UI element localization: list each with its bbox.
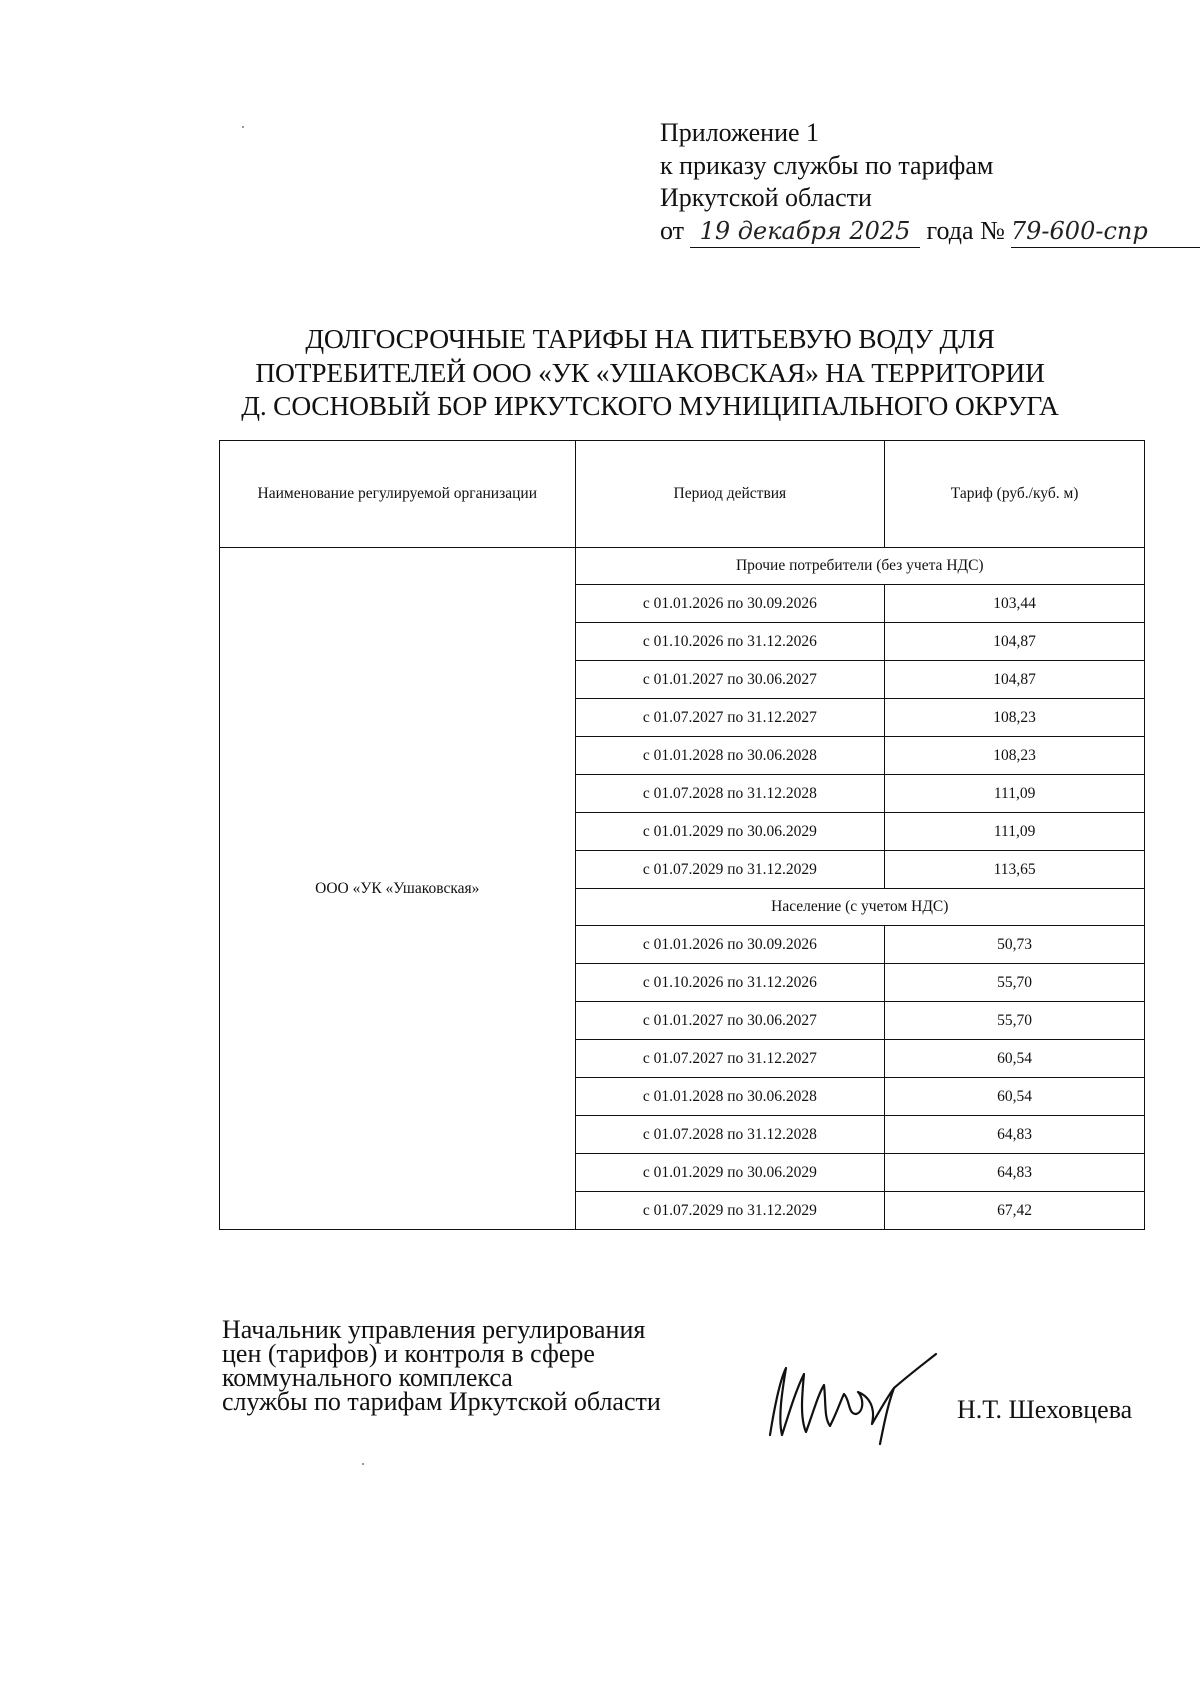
tariff-cell: 55,70 <box>885 964 1145 1002</box>
tariff-table <box>219 440 1145 1230</box>
handwritten-signature <box>760 1340 940 1450</box>
tariff-cell: 64,83 <box>885 1116 1145 1154</box>
date-prefix: от <box>660 215 685 245</box>
tariff-cell: 60,54 <box>885 1078 1145 1116</box>
tariff-cell: 108,23 <box>885 699 1145 737</box>
period-cell: с 01.10.2026 по 31.12.2026 <box>575 623 885 661</box>
tariff-cell: 104,87 <box>885 623 1145 661</box>
period-cell: с 01.01.2029 по 30.06.2029 <box>575 1154 885 1192</box>
period-cell: с 01.07.2029 по 31.12.2029 <box>575 851 885 889</box>
signer-line-2: цен (тарифов) и контроля в сфере <box>222 1339 595 1368</box>
title-line-3: Д. СОСНОВЫЙ БОР ИРКУТСКОГО МУНИЦИПАЛЬНОГО ОКРУГА <box>241 390 1059 421</box>
organization-cell: ООО «УК «Ушаковская» <box>220 548 576 1230</box>
annex-date-line <box>660 215 1200 249</box>
annex-line-3: Иркутской области <box>660 183 872 212</box>
year-word: года № <box>926 215 1005 245</box>
period-cell: с 01.07.2027 по 31.12.2027 <box>575 699 885 737</box>
tariff-cell: 113,65 <box>885 851 1145 889</box>
section-label: Прочие потребители (без учета НДС) <box>575 548 1144 585</box>
period-cell: с 01.01.2026 по 30.09.2026 <box>575 585 885 623</box>
signer-line-3: коммунального комплекса <box>222 1363 513 1392</box>
tariff-cell: 50,73 <box>885 926 1145 964</box>
period-cell: с 01.01.2028 по 30.06.2028 <box>575 1078 885 1116</box>
period-cell: с 01.07.2028 по 31.12.2028 <box>575 775 885 813</box>
period-cell: с 01.01.2029 по 30.06.2029 <box>575 813 885 851</box>
period-cell: с 01.07.2028 по 31.12.2028 <box>575 1116 885 1154</box>
handwritten-date: 19 декабря 2025 <box>690 215 920 249</box>
tariff-cell: 60,54 <box>885 1040 1145 1078</box>
signer-position <box>222 1315 661 1416</box>
scan-speck <box>242 126 244 128</box>
section-label: Население (с учетом НДС) <box>575 889 1144 926</box>
tariff-cell: 67,42 <box>885 1192 1145 1230</box>
period-cell: с 01.10.2026 по 31.12.2026 <box>575 964 885 1002</box>
header-tariff: Тариф (руб./куб. м) <box>885 441 1145 548</box>
annex-block <box>660 117 1200 248</box>
title-line-2: ПОТРЕБИТЕЛЕЙ ООО «УК «УШАКОВСКАЯ» НА ТЕРРИТОРИИ <box>255 356 1045 388</box>
period-cell: с 01.01.2027 по 30.06.2027 <box>575 1002 885 1040</box>
annex-line-2: к приказу службы по тарифам <box>660 150 994 180</box>
tariff-cell: 111,09 <box>885 775 1145 813</box>
title-line-1: ДОЛГОСРОЧНЫЕ ТАРИФЫ НА ПИТЬЕВУЮ ВОДУ ДЛЯ <box>305 323 995 354</box>
signer-line-4: службы по тарифам Иркутской области <box>222 1387 661 1416</box>
period-cell: с 01.07.2029 по 31.12.2029 <box>575 1192 885 1230</box>
period-cell: с 01.01.2026 по 30.09.2026 <box>575 926 885 964</box>
handwritten-order-number: 79-600-спр <box>1011 215 1200 249</box>
signer-name: Н.Т. Шеховцева <box>957 1395 1133 1424</box>
section-row <box>220 548 1145 585</box>
tariff-cell: 104,87 <box>885 661 1145 699</box>
period-cell: с 01.01.2027 по 30.06.2027 <box>575 661 885 699</box>
header-organization: Наименование регулируемой организации <box>220 441 576 548</box>
period-cell: с 01.07.2027 по 31.12.2027 <box>575 1040 885 1078</box>
annex-line-1: Приложение 1 <box>660 118 820 147</box>
tariff-cell: 108,23 <box>885 737 1145 775</box>
scan-speck <box>362 1463 364 1465</box>
tariff-cell: 111,09 <box>885 813 1145 851</box>
tariff-cell: 103,44 <box>885 585 1145 623</box>
period-cell: с 01.01.2028 по 30.06.2028 <box>575 737 885 775</box>
tariff-cell: 55,70 <box>885 1002 1145 1040</box>
document-title <box>160 322 1140 423</box>
table-header-row <box>220 441 1145 548</box>
header-period: Период действия <box>575 441 885 548</box>
tariff-cell: 64,83 <box>885 1154 1145 1192</box>
signer-line-1: Начальник управления регулирования <box>222 1315 646 1344</box>
